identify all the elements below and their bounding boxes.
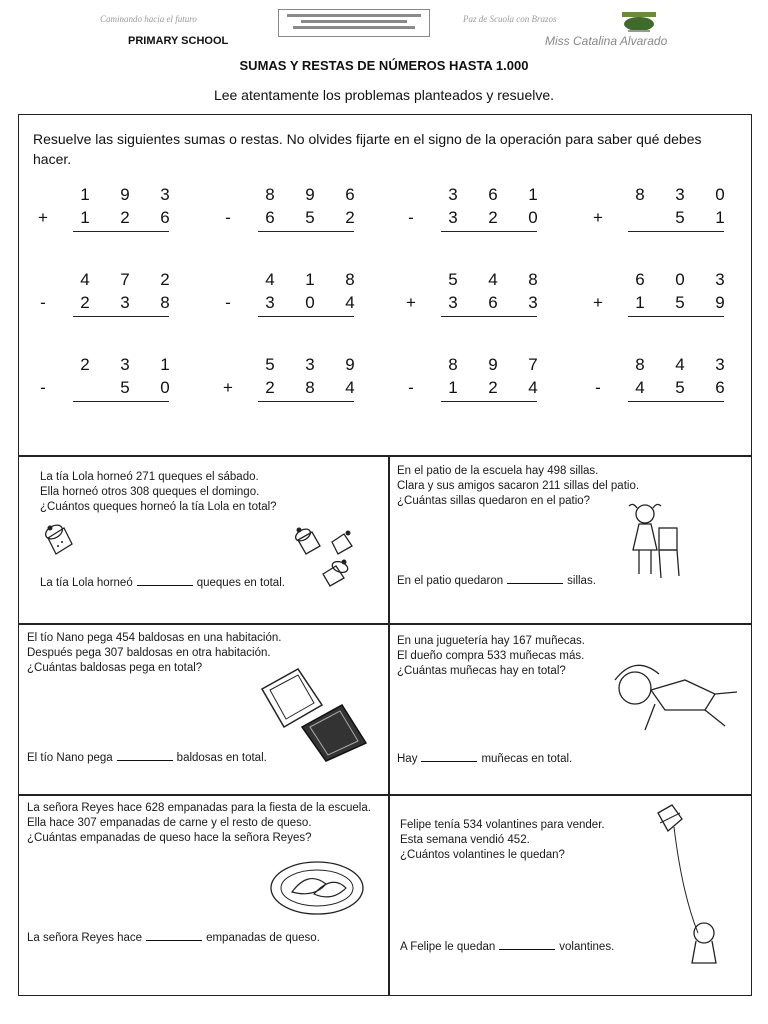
operand-digit: 1 xyxy=(635,293,645,312)
operand-digit: 6 xyxy=(345,185,355,204)
operand-digit: 0 xyxy=(675,270,685,289)
answer-line[interactable] xyxy=(258,401,354,402)
girl-with-chair-icon xyxy=(625,498,687,586)
problem-3-answer xyxy=(27,752,267,764)
problem-line: ¿Cuántas baldosas pega en total? xyxy=(27,662,203,674)
problem-line: La tía Lola horneó 271 queques el sábado. xyxy=(40,471,259,483)
operand-digit: 0 xyxy=(305,293,315,312)
answer-blank[interactable] xyxy=(499,949,555,950)
operand-digit: 4 xyxy=(345,293,355,312)
operand-digit: 3 xyxy=(715,270,725,289)
operand-digit: 8 xyxy=(635,185,645,204)
operand-digit: 3 xyxy=(528,293,538,312)
problem-line: El dueño compra 533 muñecas más. xyxy=(397,650,585,662)
cupcake-icon xyxy=(318,558,352,588)
operand-digit: 8 xyxy=(160,293,170,312)
worksheet-subtitle: Lee atentamente los problemas planteados y resuelve. xyxy=(213,87,555,103)
answer-line[interactable] xyxy=(628,401,724,402)
operand-digit: 8 xyxy=(345,270,355,289)
operand-digit: 9 xyxy=(715,293,725,312)
answer-suffix: sillas. xyxy=(567,575,596,587)
problem-line: Clara y sus amigos sacaron 211 sillas del patio. xyxy=(397,480,640,492)
operand-digit: 3 xyxy=(448,185,458,204)
header-motto-right: Paz de Scuola con Brazos xyxy=(463,14,557,24)
operand-digit: 3 xyxy=(715,355,725,374)
operation-4 xyxy=(590,185,730,245)
problem-line: ¿Cuántas muñecas hay en total? xyxy=(397,665,566,677)
problem-line: Ella horneó otros 308 queques el domingo. xyxy=(40,486,260,498)
answer-prefix: El tío Nano pega xyxy=(27,752,113,764)
operation-5 xyxy=(35,270,175,330)
problem-1-answer xyxy=(40,577,285,589)
problem-line: ¿Cuántas empanadas de queso hace la señora Reyes? xyxy=(27,832,312,844)
operand-digit: 3 xyxy=(120,293,130,312)
problem-row-divider xyxy=(18,623,752,625)
operation-sign: + xyxy=(406,293,416,312)
operation-8 xyxy=(590,270,730,330)
operand-digit: 1 xyxy=(528,185,538,204)
doll-icon xyxy=(605,650,741,740)
answer-line[interactable] xyxy=(628,231,724,232)
problem-line: El tío Nano pega 454 baldosas en una habitación. xyxy=(27,632,282,644)
problem-line: Ella hace 307 empanadas de carne y el resto de queso. xyxy=(27,817,312,829)
problem-6-text xyxy=(400,818,650,863)
operand-digit: 4 xyxy=(635,378,645,397)
operand-digit: 2 xyxy=(160,270,170,289)
operation-2 xyxy=(220,185,360,245)
operation-sign: + xyxy=(223,378,233,397)
answer-blank[interactable] xyxy=(137,585,193,586)
operation-sign: - xyxy=(595,378,601,397)
operand-digit: 5 xyxy=(448,270,458,289)
problem-5-answer xyxy=(27,932,320,944)
operation-sign: - xyxy=(408,378,414,397)
cupcake-icon xyxy=(42,520,90,556)
header-motto-left: Caminando hacia el futuro xyxy=(100,14,197,24)
school-label: PRIMARY SCHOOL xyxy=(128,35,229,47)
section-divider xyxy=(18,455,752,457)
operand-digit: 3 xyxy=(160,185,170,204)
tiles-icon xyxy=(258,665,370,763)
answer-prefix: La tía Lola horneó xyxy=(40,577,133,589)
operation-3 xyxy=(403,185,543,245)
operand-digit: 5 xyxy=(675,208,685,227)
school-emblem-icon xyxy=(620,10,658,34)
operand-digit: 0 xyxy=(160,378,170,397)
answer-line[interactable] xyxy=(73,401,169,402)
answer-prefix: Hay xyxy=(397,753,418,765)
answer-line[interactable] xyxy=(628,316,724,317)
answer-prefix: A Felipe le quedan xyxy=(400,941,496,953)
operand-digit: 0 xyxy=(715,185,725,204)
operation-10 xyxy=(220,355,360,415)
operand-digit: 6 xyxy=(635,270,645,289)
answer-suffix: muñecas en total. xyxy=(481,753,573,765)
operand-digit: 3 xyxy=(448,208,458,227)
school-header-logo xyxy=(278,9,430,37)
operand-digit: 1 xyxy=(305,270,315,289)
operand-digit: 9 xyxy=(345,355,355,374)
operand-digit: 1 xyxy=(80,185,90,204)
operand-digit: 8 xyxy=(265,185,275,204)
problem-row-divider xyxy=(18,794,752,796)
answer-suffix: queques en total. xyxy=(196,577,285,589)
operation-sign: - xyxy=(225,208,231,227)
problem-1-text xyxy=(40,470,370,515)
operand-digit: 6 xyxy=(265,208,275,227)
cupcake-icon xyxy=(292,522,328,558)
problem-column-divider xyxy=(388,456,390,996)
answer-suffix: volantines. xyxy=(559,941,615,953)
answer-line[interactable] xyxy=(73,231,169,232)
operand-digit: 4 xyxy=(528,378,538,397)
operand-digit: 2 xyxy=(488,208,498,227)
operand-digit: 2 xyxy=(345,208,355,227)
operand-digit: 2 xyxy=(488,378,498,397)
operand-digit: 3 xyxy=(120,355,130,374)
operation-7 xyxy=(403,270,543,330)
problem-line: En una juguetería hay 167 muñecas. xyxy=(397,635,585,647)
problem-5-text xyxy=(27,801,372,846)
problem-line: Después pega 307 baldosas en otra habitación. xyxy=(27,647,271,659)
operand-digit: 2 xyxy=(265,378,275,397)
answer-line[interactable] xyxy=(258,316,354,317)
problem-6-answer xyxy=(400,941,614,953)
operand-digit: 2 xyxy=(120,208,130,227)
operation-11 xyxy=(403,355,543,415)
operand-digit: 2 xyxy=(80,293,90,312)
operation-sign: - xyxy=(40,293,46,312)
operand-digit: 8 xyxy=(448,355,458,374)
operand-digit: 3 xyxy=(448,293,458,312)
operand-digit: 2 xyxy=(80,355,90,374)
problem-line: ¿Cuántos volantines le quedan? xyxy=(400,849,565,861)
operand-digit: 8 xyxy=(528,270,538,289)
problem-line: En el patio de la escuela hay 498 sillas. xyxy=(397,465,599,477)
operation-sign: - xyxy=(40,378,46,397)
operand-digit: 5 xyxy=(675,378,685,397)
answer-line[interactable] xyxy=(258,231,354,232)
operand-digit: 5 xyxy=(265,355,275,374)
operand-digit: 8 xyxy=(635,355,645,374)
operation-sign: - xyxy=(225,293,231,312)
operand-digit: 8 xyxy=(305,378,315,397)
answer-line[interactable] xyxy=(73,316,169,317)
problem-line: Esta semana vendió 452. xyxy=(400,834,530,846)
operation-6 xyxy=(220,270,360,330)
cupcake-icon xyxy=(328,528,356,558)
answer-suffix: baldosas en total. xyxy=(176,752,267,764)
operation-9 xyxy=(35,355,175,415)
answer-blank[interactable] xyxy=(146,940,202,941)
problem-2-answer xyxy=(397,575,596,587)
operand-digit: 4 xyxy=(675,355,685,374)
answer-prefix: La señora Reyes hace xyxy=(27,932,143,944)
operand-digit: 5 xyxy=(305,208,315,227)
operand-digit: 9 xyxy=(305,185,315,204)
answer-suffix: empanadas de queso. xyxy=(206,932,320,944)
answer-blank[interactable] xyxy=(421,761,477,762)
answer-line[interactable] xyxy=(441,401,537,402)
answer-line[interactable] xyxy=(441,231,537,232)
empanadas-plate-icon xyxy=(268,858,366,918)
operand-digit: 1 xyxy=(715,208,725,227)
answer-prefix: En el patio quedaron xyxy=(397,575,504,587)
operand-digit: 3 xyxy=(305,355,315,374)
answer-line[interactable] xyxy=(441,316,537,317)
worksheet-title: SUMAS Y RESTAS DE NÚMEROS HASTA 1.000 xyxy=(239,58,529,73)
operand-digit: 6 xyxy=(715,378,725,397)
teacher-name: Miss Catalina Alvarado xyxy=(545,34,668,48)
operation-sign: + xyxy=(593,293,603,312)
problem-line: La señora Reyes hace 628 empanadas para la fiesta de la escuela. xyxy=(27,802,371,814)
operation-1 xyxy=(35,185,175,245)
operand-digit: 4 xyxy=(265,270,275,289)
operand-digit: 1 xyxy=(448,378,458,397)
problem-4-answer xyxy=(397,753,572,765)
operand-digit: 7 xyxy=(120,270,130,289)
operand-digit: 5 xyxy=(675,293,685,312)
operand-digit: 0 xyxy=(528,208,538,227)
instructions: Resuelve las siguientes sumas o restas. No olvides fijarte en el signo de la operación para saber qué debes hacer. xyxy=(33,131,702,167)
operand-digit: 4 xyxy=(80,270,90,289)
operand-digit: 6 xyxy=(488,185,498,204)
operand-digit: 3 xyxy=(675,185,685,204)
kite-boy-icon xyxy=(652,803,732,967)
operand-digit: 1 xyxy=(160,355,170,374)
operand-digit: 5 xyxy=(120,378,130,397)
operand-digit: 9 xyxy=(488,355,498,374)
operand-digit: 4 xyxy=(488,270,498,289)
problem-line: ¿Cuántos queques horneó la tía Lola en total? xyxy=(40,501,277,513)
problem-line: Felipe tenía 534 volantines para vender. xyxy=(400,819,605,831)
operation-sign: + xyxy=(38,208,48,227)
operand-digit: 6 xyxy=(160,208,170,227)
operation-sign: - xyxy=(408,208,414,227)
answer-blank[interactable] xyxy=(507,583,563,584)
operand-digit: 6 xyxy=(488,293,498,312)
answer-blank[interactable] xyxy=(117,760,173,761)
operand-digit: 1 xyxy=(80,208,90,227)
problem-line: ¿Cuántas sillas quedaron en el patio? xyxy=(397,495,591,507)
operand-digit: 9 xyxy=(120,185,130,204)
operation-12 xyxy=(590,355,730,415)
operation-sign: + xyxy=(593,208,603,227)
operand-digit: 4 xyxy=(345,378,355,397)
operand-digit: 3 xyxy=(265,293,275,312)
operand-digit: 7 xyxy=(528,355,538,374)
